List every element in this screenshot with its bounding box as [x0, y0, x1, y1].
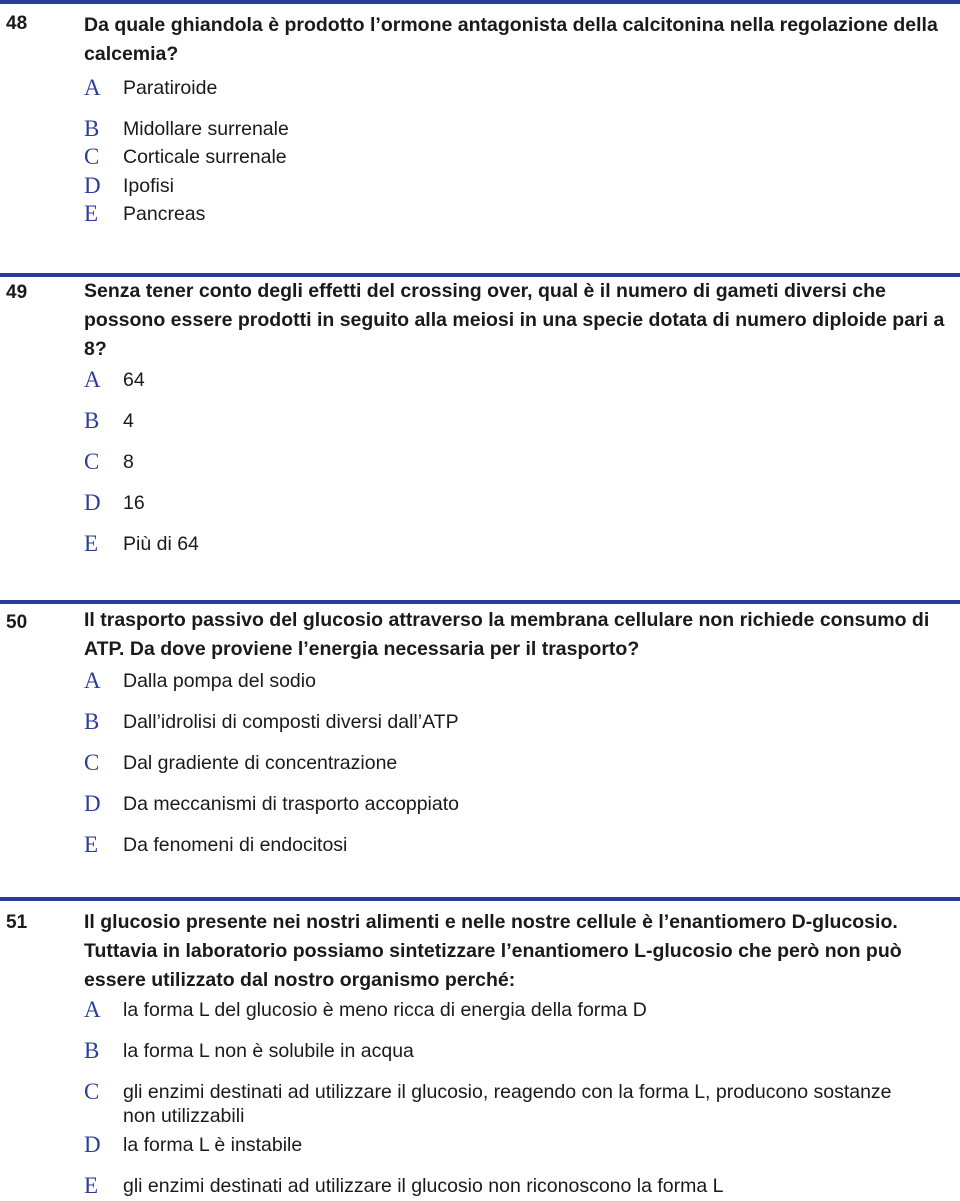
option-letter: A	[84, 668, 101, 693]
option-text: gli enzimi destinati ad utilizzare il glucosio, reagendo con la forma L, producono sostanze non utilizzabili	[123, 1081, 892, 1127]
question-divider	[0, 600, 960, 604]
question-text: Senza tener conto degli effetti del crossing over, qual è il numero di gameti diversi che possono essere prodotti in seguito alla meiosi in una specie dotata di numero diploide pari a 8?	[84, 280, 945, 360]
option-letter: A	[84, 75, 101, 100]
option-text: Midollare surrenale	[123, 118, 289, 140]
option-letter: B	[84, 116, 100, 141]
option-letter: A	[84, 367, 101, 392]
option-letter: E	[84, 832, 99, 857]
option-text: Paratiroide	[123, 77, 218, 99]
question-number: 51	[6, 912, 28, 933]
option-letter: A	[84, 997, 101, 1022]
option-text: Corticale surrenale	[123, 146, 287, 168]
option-text: 16	[123, 492, 145, 514]
option-text: Pancreas	[123, 203, 206, 225]
option-text: Da meccanismi di trasporto accoppiato	[123, 793, 459, 815]
option-letter: D	[84, 490, 101, 515]
question-text: Il glucosio presente nei nostri alimenti e nelle nostre cellule è l’enantiomero D-glucosio. Tuttavia in laboratorio possiamo sintetizzare l’enantiomero L-glucosio che però non può essere utilizzato dal nostro organismo perché:	[84, 911, 902, 991]
option-letter: C	[84, 1079, 100, 1104]
option-letter: C	[84, 750, 100, 775]
option-letter: C	[84, 449, 100, 474]
option-text: Dal gradiente di concentrazione	[123, 752, 398, 774]
option-text: Dall’idrolisi di composti diversi dall’ATP	[123, 711, 459, 733]
question-text: Da quale ghiandola è prodotto l’ormone antagonista della calcitonina nella regolazione della calcemia?	[84, 14, 938, 65]
option-text: 8	[123, 451, 134, 473]
option-letter: E	[84, 201, 99, 226]
option-letter: C	[84, 144, 100, 169]
option-text: 64	[123, 369, 145, 391]
option-letter: B	[84, 709, 100, 734]
option-letter: D	[84, 791, 101, 816]
option-text: Più di 64	[123, 533, 199, 555]
option-letter: D	[84, 173, 101, 198]
option-text: Da fenomeni di endocitosi	[123, 834, 348, 856]
option-letter: E	[84, 531, 99, 556]
option-letter: E	[84, 1173, 99, 1198]
option-text: la forma L è instabile	[123, 1134, 303, 1156]
question-number: 48	[6, 13, 28, 34]
option-letter: B	[84, 408, 100, 433]
option-text: 4	[123, 410, 134, 432]
option-text: la forma L del glucosio è meno ricca di energia della forma D	[123, 999, 647, 1021]
question-number: 49	[6, 282, 28, 303]
question-divider	[0, 0, 960, 4]
option-text: Dalla pompa del sodio	[123, 670, 316, 692]
option-text: la forma L non è solubile in acqua	[123, 1040, 414, 1062]
question-number: 50	[6, 612, 28, 633]
question-divider	[0, 897, 960, 901]
option-text: gli enzimi destinati ad utilizzare il glucosio non riconoscono la forma L	[123, 1175, 724, 1197]
question-text: Il trasporto passivo del glucosio attraverso la membrana cellulare non richiede consumo di ATP. Da dove proviene l’energia necessaria per il trasporto?	[84, 609, 930, 660]
option-letter: B	[84, 1038, 100, 1063]
option-text: Ipofisi	[123, 175, 174, 197]
option-letter: D	[84, 1132, 101, 1157]
